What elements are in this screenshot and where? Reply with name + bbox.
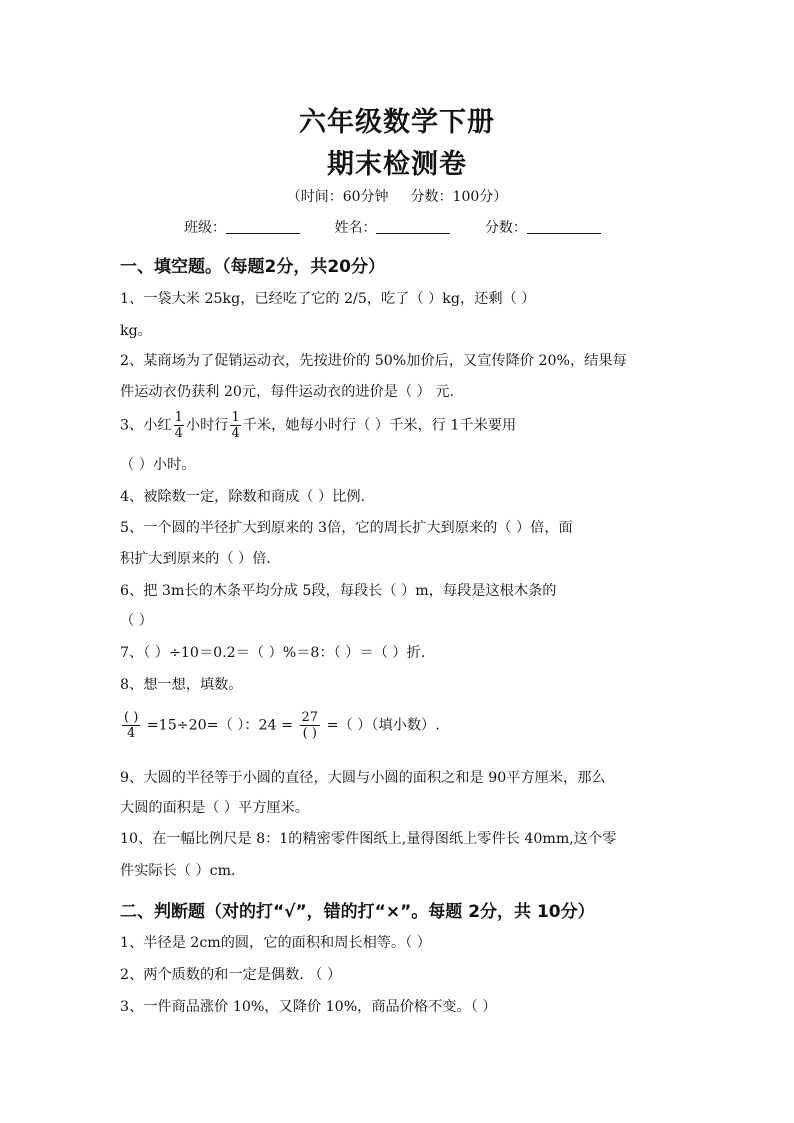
class-field[interactable] bbox=[184, 217, 300, 237]
student-info-fields bbox=[184, 217, 631, 237]
question-2: 2、某商场为了促销运动衣，先按进价的 50%加价后，又宣传降价 20%，结果每 bbox=[120, 353, 627, 369]
question-8: 8、想一想，填数。 bbox=[120, 677, 243, 693]
q8-frac1-denominator: 4 bbox=[127, 726, 136, 741]
question-6: 6、把 3m长的木条平均分成 5段，每段长（ ）m，每段是这根木条的 bbox=[120, 583, 557, 599]
question-6-cont: （ ） bbox=[120, 613, 153, 629]
q3-middle: 小时行 bbox=[185, 417, 229, 434]
question-10-cont: 件实际长（ ）cm. bbox=[120, 863, 236, 879]
q3-frac1-numerator: 1 bbox=[174, 410, 183, 425]
question-8-equation bbox=[120, 710, 675, 741]
q8-frac2-numerator: 27 bbox=[301, 710, 319, 725]
q3-frac1-denominator: 4 bbox=[174, 426, 183, 441]
q3-frac2-numerator: 1 bbox=[231, 410, 240, 425]
section-heading-true-false: 二、判断题（对的打“√”，错的打“×”。每题 2分，共 10分） bbox=[120, 902, 595, 922]
question-10: 10、在一幅比例尺是 8：1的精密零件图纸上,量得图纸上零件长 40mm,这个零 bbox=[120, 831, 617, 847]
class-blank[interactable] bbox=[226, 219, 300, 234]
question-9: 9、大圆的半径等于小圆的直径，大圆与小圆的面积之和是 90平方厘米，那么 bbox=[120, 770, 606, 786]
question-5: 5、一个圆的半径扩大到原来的 3倍，它的周长扩大到原来的（ ）倍，面 bbox=[120, 520, 573, 536]
question-2-cont: 件运动衣仍获利 20元，每件运动衣的进价是（ ） 元. bbox=[120, 384, 455, 400]
exam-time: （时间：60分钟 bbox=[286, 189, 389, 205]
q8-fraction-2 bbox=[300, 710, 321, 741]
q8-frac1-numerator: ( ) bbox=[124, 710, 139, 725]
q3-frac2-denominator: 4 bbox=[231, 426, 240, 441]
score-label: 分数： bbox=[484, 220, 527, 236]
section-heading-fill-blank: 一、填空题。（每题2分，共20分） bbox=[120, 257, 385, 277]
question-9-cont: 大圆的面积是（ ）平方厘米。 bbox=[120, 800, 309, 816]
q8-fraction-1 bbox=[122, 710, 140, 741]
q3-suffix: 千米，她每小时行（ ）千米，行 1千米要用 bbox=[242, 417, 517, 434]
score-field[interactable] bbox=[485, 217, 601, 237]
score-blank[interactable] bbox=[527, 219, 601, 234]
q8-suffix: =（ ）（填小数）. bbox=[326, 717, 440, 734]
tf-question-3: 3、一件商品涨价 10%，又降价 10%，商品价格不变。（ ） bbox=[120, 999, 497, 1015]
q3-fraction-2 bbox=[230, 410, 240, 441]
question-1: 1、一袋大米 25kg，已经吃了它的 2/5，吃了（ ）kg，还剩（ ） bbox=[120, 291, 536, 307]
question-4: 4、被除数一定，除数和商成（ ）比例. bbox=[120, 489, 366, 505]
exam-total-score: 分数：100分） bbox=[410, 189, 508, 205]
question-1-cont: kg。 bbox=[120, 323, 152, 339]
q8-frac2-denominator: ( ) bbox=[302, 726, 317, 741]
tf-question-2: 2、两个质数的和一定是偶数. （ ） bbox=[120, 967, 342, 983]
question-3-cont: （ ）小时。 bbox=[120, 457, 196, 473]
exam-meta bbox=[0, 186, 794, 206]
name-blank[interactable] bbox=[376, 219, 450, 234]
q3-prefix: 3、小红 bbox=[120, 417, 172, 434]
name-label: 姓名： bbox=[334, 220, 377, 236]
page-title: 六年级数学下册 bbox=[299, 107, 495, 138]
tf-question-1: 1、半径是 2cm的圆，它的面积和周长相等。（ ） bbox=[120, 935, 431, 951]
name-field[interactable] bbox=[334, 217, 450, 237]
question-5-cont: 积扩大到原来的（ ）倍. bbox=[120, 551, 271, 567]
page-subtitle: 期末检测卷 bbox=[327, 149, 467, 180]
question-7: 7、（ ）÷10＝0.2＝（ ）%＝8：（ ）＝（ ）折. bbox=[120, 645, 426, 661]
question-3 bbox=[120, 410, 675, 441]
q3-fraction-1 bbox=[174, 410, 184, 441]
class-label: 班级： bbox=[184, 220, 226, 236]
q8-middle: =15÷20=（ ）：24 = bbox=[146, 717, 293, 734]
